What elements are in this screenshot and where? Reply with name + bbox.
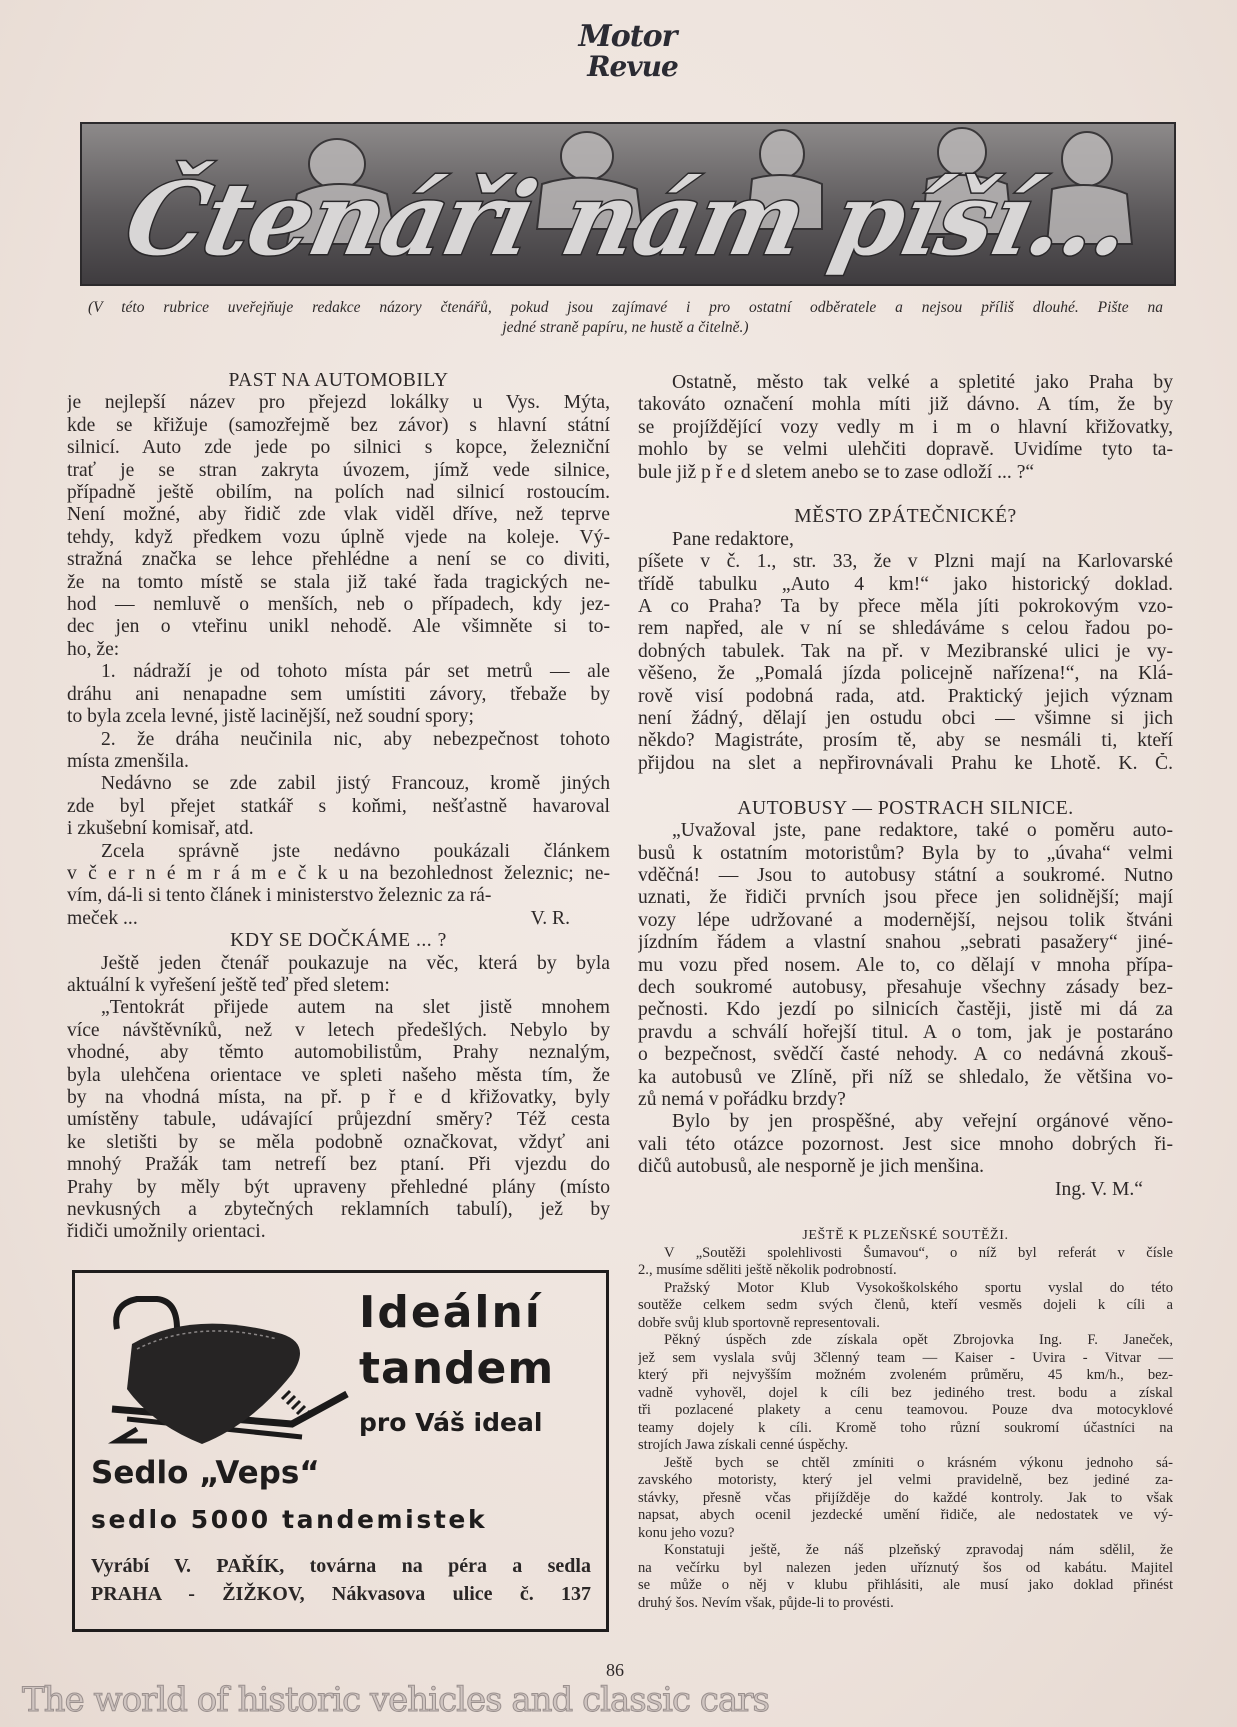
section-heading: MĚSTO ZPÁTEČNICKÉ?: [794, 506, 1017, 528]
text-line: Ještě jeden čtenář poukazuje na věc, která by byla: [101, 952, 610, 974]
paragraph: [638, 1111, 1173, 1178]
text-line: „Tentokrát přijede autem na slet jistě mnohem: [101, 997, 610, 1019]
rubric-intro: [88, 298, 1163, 338]
paragraph: [67, 729, 610, 774]
paragraph: [67, 661, 610, 728]
intro-line-2: jedné straně papíru, ne hustě a čitelně.): [502, 319, 749, 336]
text-line: umístěny tabule, udávající průjezdní směry? Též cesta: [67, 1109, 610, 1131]
text-line: mnohý Pražák tam netrefí bez ptaní. Při vjezdu do: [67, 1154, 610, 1176]
paragraph: [638, 1455, 1173, 1543]
text-line: „Uvažoval jste, pane redaktore, také o poměru auto-: [672, 820, 1173, 842]
text-line: teamy dojely k cíli. Kromě toho různí soukromí účastníci na: [638, 1419, 1173, 1436]
paragraph: [67, 953, 610, 998]
spacer: [638, 484, 1173, 506]
text-line: druhý šos. Nevím však, půjde-li to provésti.: [638, 1594, 894, 1611]
column-banner: [80, 122, 1176, 286]
text-line: zů nemá v pořádku brzdy?: [638, 1088, 846, 1110]
text-line: tehdy, když předkem vozu úplně vjede na koleje. Vý-: [67, 526, 610, 548]
text-line: v č e r n é m r á m e č k u na bezohlednost železnic; ne-: [67, 862, 610, 884]
author-signature: V. R.: [530, 907, 570, 929]
closing-text: meček ...: [67, 907, 138, 929]
saddle-illustration: [97, 1289, 357, 1459]
text-line: vděčná! — Jsou to autobusy státní a soukromé. Nutno: [638, 864, 1173, 886]
logo-line-1: Motor: [578, 19, 677, 54]
text-line: ke sletišti by se měla podobně označkovat, vždyť ani: [67, 1131, 610, 1153]
text-line: bule již p ř e d sletem anebo se to zase odloží ... ?“: [638, 461, 1035, 483]
text-line: věšeno, že „Pomalá jízda policejně nařízena!“, na Klá-: [638, 663, 1173, 685]
text-line: vali této otázce pozornost. Jest sice mnoho dobrých ři-: [638, 1133, 1173, 1155]
text-line: Konstatuji ještě, že náš plzeňský zpravodaj nám sdělil, že: [664, 1542, 1173, 1558]
text-line: není žádný, dělají jen ostudu obci — všimne si jich: [638, 708, 1173, 730]
text-line: strojích Jawa získali cenné úspěchy.: [638, 1437, 849, 1453]
text-line: V „Soutěži spolehlivosti Šumavou“, o níž byl referát v čísle: [664, 1244, 1173, 1261]
text-line: byla ulehčena orientace ve spleti našeho města tím, že: [67, 1064, 610, 1086]
paragraph: [638, 1280, 1173, 1333]
text-line: Ostatně, město tak velké a spletité jako Praha by: [672, 372, 1173, 393]
text-line: zde byl přejet statkář s koňmi, nešťastně havaroval: [67, 795, 610, 817]
text-line: Pane redaktore,: [672, 528, 794, 550]
text-line: více návštěvníků, než v letech předešlých. Nebylo by: [67, 1019, 610, 1041]
text-line: případně ještě obilím, na polích nad silnicí rostoucím.: [67, 482, 610, 504]
text-line: Prahy by měly být upraveny přehledné plány (místo: [67, 1176, 610, 1198]
text-line: Pěkný úspěch zde získala opět Zbrojovka Ing. F. Janeček,: [664, 1332, 1173, 1348]
ad-headline-1: Ideální: [359, 1287, 542, 1338]
text-line: se může o něj v klubu přihlásiti, ale musí jako doklad přinést: [638, 1577, 1173, 1593]
text-line: stávky, přesně včas přijížděje do každé kontroly. Jak to však: [638, 1489, 1173, 1506]
paragraph: [638, 372, 1173, 484]
text-line: mohlo by se velmi ulehčiti dopravě. Uvidíme tyto ta-: [638, 439, 1173, 461]
text-line: busů k ostatním motoristům? Byla by to „úvaha“ velmi: [638, 842, 1173, 864]
text-line: přijdou na slet a nepřirovnávali Prahu ke Lhotě. K. Č.: [638, 752, 1173, 774]
section-heading: JEŠTĚ K PLZEŇSKÉ SOUTĚŽI.: [802, 1228, 1009, 1243]
text-line: o bezpečnost, svědčí časté nehody. A co nedávná zkouš-: [638, 1044, 1173, 1066]
text-line: soutěže celkem sedm svých členů, kteří vesměs dojeli k cíli a: [638, 1297, 1173, 1313]
page-number: 86: [606, 1660, 624, 1680]
paragraph: [638, 1332, 1173, 1455]
text-line: někdo? Magistráte, prosím tě, aby se nesmáli ti, kteří: [638, 730, 1173, 752]
text-line: je nejlepší název pro přejezd lokálky u Vys. Mýta,: [67, 392, 610, 414]
text-line: rově visí podobná rada, atd. Praktický jejich význam: [638, 685, 1173, 707]
text-line: Pražský Motor Klub Vysokoškolského sportu vyslal do této: [664, 1279, 1173, 1296]
text-line: dech soukromé autobusy, přesahuje všechny zásady bez-: [638, 976, 1173, 998]
intro-line-1: (V této rubrice uveřejňuje redakce názory čtenářů, pokud jsou zajímavé i pro ostatní odběratele a nejsou příliš dlouhé. Pište na: [88, 299, 1163, 316]
text-line: to byla zcela levné, jistě lacinější, než soudní spory;: [67, 706, 474, 728]
section-heading: PAST NA AUTOMOBILY: [228, 370, 449, 391]
text-line: 1. nádraží je od tohoto místa pár set metrů — ale: [101, 661, 610, 683]
ad-headline-2: tandem: [359, 1343, 555, 1394]
text-line: i zkušební komisař, atd.: [67, 818, 254, 840]
text-line: ho, že:: [67, 638, 120, 660]
author-signature: Ing. V. M.“: [1055, 1178, 1143, 1200]
advertisement-veps-saddle: [72, 1270, 609, 1632]
text-line: by na vhodná místa, na př. p ř e d křižovatky, byly: [67, 1087, 610, 1108]
text-line: třídě tabulku „Auto 4 km!“ jako historický doklad.: [638, 573, 1173, 595]
text-line: trať je se stran zakryta úvozem, jímž vede silnice,: [67, 459, 610, 481]
text-line: A co Praha? Ta by přece měla jíti pokrokovým vzo-: [638, 596, 1173, 618]
text-line: dičů autobusů, ale nesporně je jich menšina.: [638, 1156, 985, 1178]
closing-line-with-signature: [67, 908, 610, 930]
text-line: zavského motoristy, který jel velmi pravidelně, bez jediné za-: [638, 1472, 1173, 1488]
ad-subline: sedlo 5000 tandemistek: [91, 1505, 488, 1534]
text-line: jízdním řádem a vlastní snahou „sebrati pasažery“ jiné-: [638, 932, 1173, 954]
text-line: takováto označení mohla míti již dávno. A tím, že by: [638, 394, 1173, 416]
section-heading: KDY SE DOČKÁME ... ?: [230, 930, 447, 952]
paragraph: [67, 773, 610, 840]
text-line: dobných tabulek. Tak na př. v Mezibranské ulici je vy-: [638, 640, 1173, 662]
text-line: pravdu a schválí hořejší titul. A o tom, jak je postaráno: [638, 1021, 1173, 1043]
text-line: mu vozu před nosem. Ale to, co dělají v mnoha přípa-: [638, 954, 1173, 976]
text-line: silnicí. Auto zde jede po silnici s kopce, železniční: [67, 437, 610, 459]
text-line: že na tomto místě se stala již také řada tragických ne-: [67, 571, 610, 593]
text-line: 2., musíme sděliti ještě několik podrobností.: [638, 1262, 897, 1278]
text-line: píšete v č. 1., str. 33, že v Plzni mají na Karlovarské: [638, 551, 1173, 573]
text-line: konu jeho vozu?: [638, 1524, 735, 1541]
paragraph: [67, 392, 610, 661]
paragraph: [638, 820, 1173, 1111]
text-line: místa zmenšila.: [67, 750, 189, 772]
text-line: 2. že dráha neučinila nic, aby nebezpečnost tohoto: [101, 728, 610, 750]
banner-title: Čtenáři nám píší...: [115, 160, 1141, 278]
text-line: vhodné, aby těmto automobilistům, Prahy neznalým,: [67, 1042, 610, 1064]
paragraph: [638, 1542, 1173, 1612]
text-line: uznati, že řidiči prvních jsou přece jen solidnější; mají: [638, 887, 1173, 909]
text-line: vím, dá-li si tento článek i ministerstvo železnic za rá-: [67, 885, 492, 907]
text-line: napsat, abych ocenil jezdecké umění řidiče, ale nedostatek ve vý-: [638, 1507, 1173, 1523]
text-line: kde se křižuje (samozřejmě bez závor) s hlavní státní: [67, 414, 610, 436]
text-line: na večírku byl nalezen jeden uříznutý šos od kabátu. Majitel: [638, 1559, 1173, 1576]
ad-maker-line-1: Vyrábí V. PAŘÍK, továrna na péra a sedla: [91, 1555, 591, 1577]
paragraph: [67, 841, 610, 908]
text-line: nevkusných a zbytečných reklamních tabulí), jež by: [67, 1199, 610, 1221]
plzen-competition-article: [638, 1227, 1173, 1612]
left-column: [67, 370, 610, 1244]
spacer: [638, 775, 1173, 797]
logo-line-2: Revue: [587, 50, 678, 83]
text-line: pečnosti. Kdo jezdí po silnicích častěji, jistě mi dá za: [638, 999, 1173, 1021]
text-line: Není možné, aby řidič zde vlak viděl dříve, než teprve: [67, 504, 610, 526]
text-line: rem napřed, ale v ní se shledáváme s celou řadou po-: [638, 618, 1173, 640]
ad-tagline: pro Váš ideal: [359, 1408, 543, 1437]
text-line: dráhu ani nenapadne sem umístiti závory, třebaže by: [67, 683, 610, 705]
text-line: Ještě bych se chtěl zmíniti o krásném výkonu jednoho sá-: [664, 1454, 1173, 1471]
text-line: řidiči umožnily orientaci.: [67, 1221, 266, 1243]
paragraph: [638, 529, 1173, 551]
text-line: Zcela správně jste nedávno poukázali článkem: [101, 840, 610, 862]
text-line: Nedávno se zde zabil jistý Francouz, kromě jiných: [101, 773, 610, 795]
paragraph: [638, 551, 1173, 775]
text-line: jež sem vyslala svůj 3členný team — Kaiser - Uvira - Vitvar —: [638, 1349, 1173, 1366]
text-line: Bylo by jen prospěšné, aby veřejní orgánové věno-: [672, 1111, 1173, 1133]
text-line: ka autobusů ve Zlíně, při níž se shledalo, že většina vo-: [638, 1066, 1173, 1088]
ad-maker-line-2: PRAHA - ŽIŽKOV, Nákvasova ulice č. 137: [91, 1583, 591, 1605]
watermark-tagline: The world of historic vehicles and classic cars: [22, 1680, 769, 1720]
text-line: dec jen o vteřinu unikl nehodě. Ale všimněte si to-: [67, 616, 610, 638]
section-heading: AUTOBUSY — POSTRACH SILNICE.: [737, 797, 1074, 819]
text-line: hod — nemluvě o menších, neb o případech, kdy jez-: [67, 594, 610, 616]
text-line: se projíždějící vozy vedly m i m o hlavní křižovatky,: [638, 416, 1173, 438]
right-column: [638, 372, 1173, 1201]
paragraph: [67, 997, 610, 1243]
magazine-logo: [560, 19, 695, 83]
text-line: aktuální k vyřešení ještě teď před sletem:: [67, 974, 390, 996]
paragraph: [638, 1245, 1173, 1280]
text-line: tři pozlacené plakety a cenu teamovou. Pouze dva motocyklové: [638, 1402, 1173, 1418]
text-line: dobře svůj klub sportovně representovali.: [638, 1314, 880, 1331]
text-line: stražná značka se lehce přehlédne a není se co diviti,: [67, 549, 610, 571]
text-line: vadně vyhověl, dojel k cíli bez jediného trest. bodu a získal: [638, 1384, 1173, 1401]
ad-product-name: Sedlo „Veps“: [91, 1455, 320, 1491]
text-line: vozy lépe udržované a modernější, nejsou tolik štváni: [638, 909, 1173, 931]
text-line: který při nejvyšším možném zvoleném průměru, 45 km/h., bez-: [638, 1367, 1173, 1383]
